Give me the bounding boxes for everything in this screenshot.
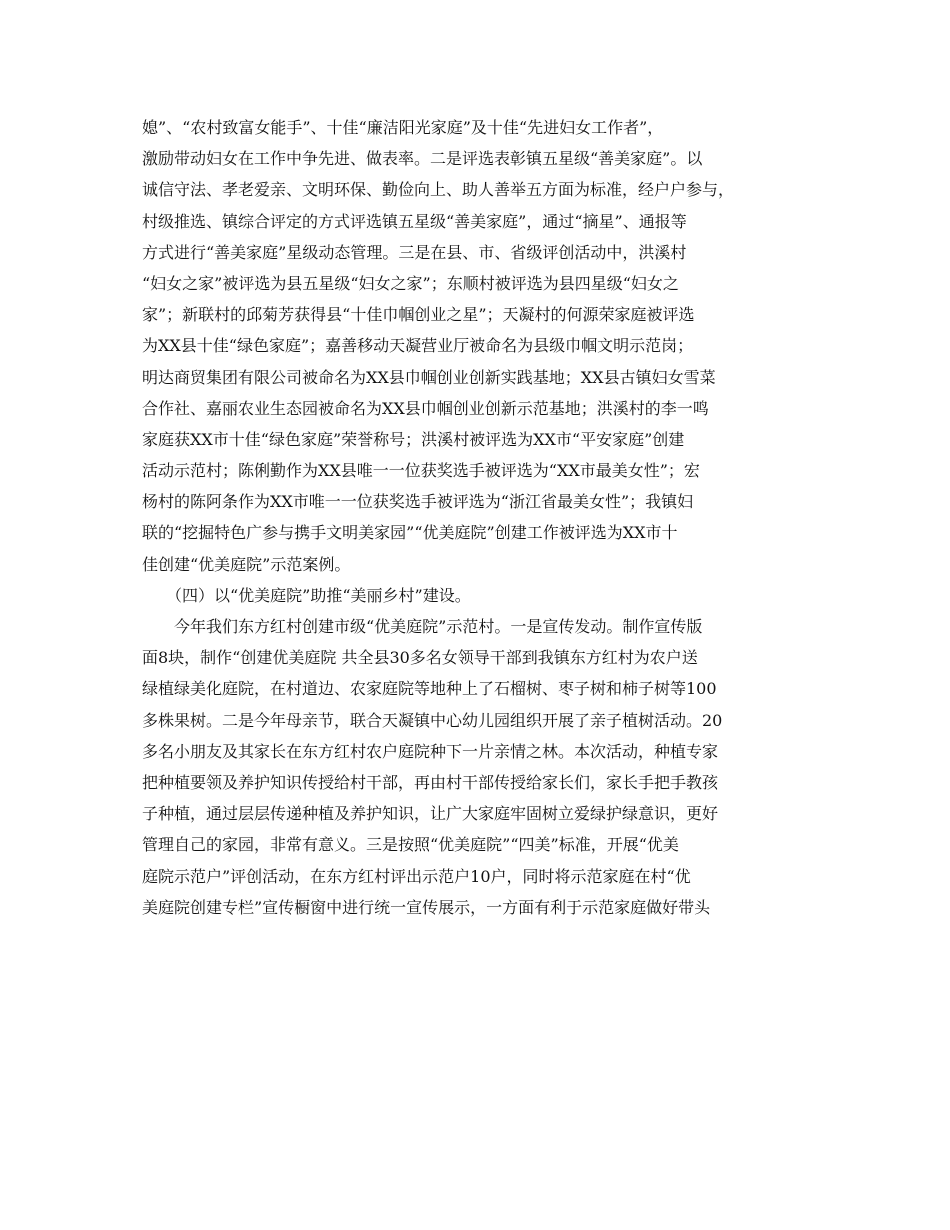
body-text-line: 多株果树。二是今年母亲节，联合天凝镇中心幼儿园组织开展了亲子植树活动。20 (142, 710, 723, 730)
body-text-line: 为XX县十佳“绿色家庭”；嘉善移动天凝营业厅被命名为县级巾帼文明示范岗； (142, 336, 694, 356)
body-text-line: 庭院示范户”评创活动，在东方红村评出示范户10户，同时将示范家庭在村“优 (142, 866, 691, 886)
body-text-line: 绿植绿美化庭院，在村道边、农家庭院等地种上了石榴树、枣子树和柿子树等100 (142, 679, 717, 699)
body-text-line: 子种植，通过层层传递种植及养护知识，让广大家庭牢固树立爱绿护绿意识，更好 (142, 804, 719, 824)
body-text-line: 合作社、嘉丽农业生态园被命名为XX县巾帼创业创新示范基地；洪溪村的李一鸣 (142, 398, 709, 418)
section-heading: （四）以“优美庭院”助推“美丽乡村”建设。 (142, 585, 471, 605)
body-text-line: “妇女之家”被评选为县五星级“妇女之家”；东顺村被评选为县四星级“妇女之 (142, 273, 679, 293)
body-text-line: 面8块，制作“创建优美庭院 共全县30多名女领导干部到我镇东方红村为农户送 (142, 648, 698, 668)
body-text-line: 多名小朋友及其家长在东方红村农户庭院种下一片亲情之林。本次活动，种植专家 (142, 741, 719, 761)
body-text-line: 今年我们东方红村创建市级“优美庭院”示范村。一是宣传发动。制作宣传版 (142, 617, 703, 636)
body-text-line: 管理自己的家园，非常有意义。三是按照“优美庭院”“四美”标准，开展“优美 (142, 835, 679, 855)
body-text-line: 家庭获XX市十佳“绿色家庭”荣誉称号；洪溪村被评选为XX市“平安家庭”创建 (142, 429, 685, 449)
body-text-line: 杨村的陈阿条作为XX市唯一一位获奖选手被评选为“浙江省最美女性”；我镇妇 (142, 492, 694, 512)
body-text-line: 方式进行“善美家庭”星级动态管理。三是在县、市、省级评创活动中，洪溪村 (142, 242, 687, 262)
body-text-line: 佳创建“优美庭院”示范案例。 (142, 554, 351, 574)
body-text-line: 诚信守法、孝老爱亲、文明环保、勤俭向上、助人善举五方面为标准，经户户参与， (142, 180, 735, 200)
body-text-line: 活动示范村；陈俐勤作为XX县唯一一位获奖选手被评选为“XX市最美女性”；宏 (142, 461, 700, 481)
body-text-line: 美庭院创建专栏”宣传橱窗中进行统一宣传展示，一方面有利于示范家庭做好带头 (142, 897, 711, 917)
body-text-line: 激励带动妇女在工作中争先进、做表率。二是评选表彰镇五星级“善美家庭”。以 (142, 149, 703, 169)
body-text-line: 家”；新联村的邱菊芳获得县“十佳巾帼创业之星”；天凝村的何源荣家庭被评选 (142, 305, 695, 325)
body-text-line: 村级推选、镇综合评定的方式评选镇五星级“善美家庭”，通过“摘星”、通报等 (142, 211, 687, 231)
body-text-line: 联的“挖掘特色广参与携手文明美家园”“优美庭院”创建工作被评选为XX市十 (142, 523, 678, 543)
body-text-line: 把种植要领及养护知识传授给村干部，再由村干部传授给家长们，家长手把手教孩 (142, 772, 719, 792)
body-text-line: 媳”、“农村致富女能手”、十佳“廉洁阳光家庭”及十佳“先进妇女工作者”， (142, 118, 664, 137)
document-body (142, 112, 822, 923)
body-text-line: 明达商贸集团有限公司被命名为XX县巾帼创业创新实践基地；XX县古镇妇女雪菜 (142, 367, 716, 387)
